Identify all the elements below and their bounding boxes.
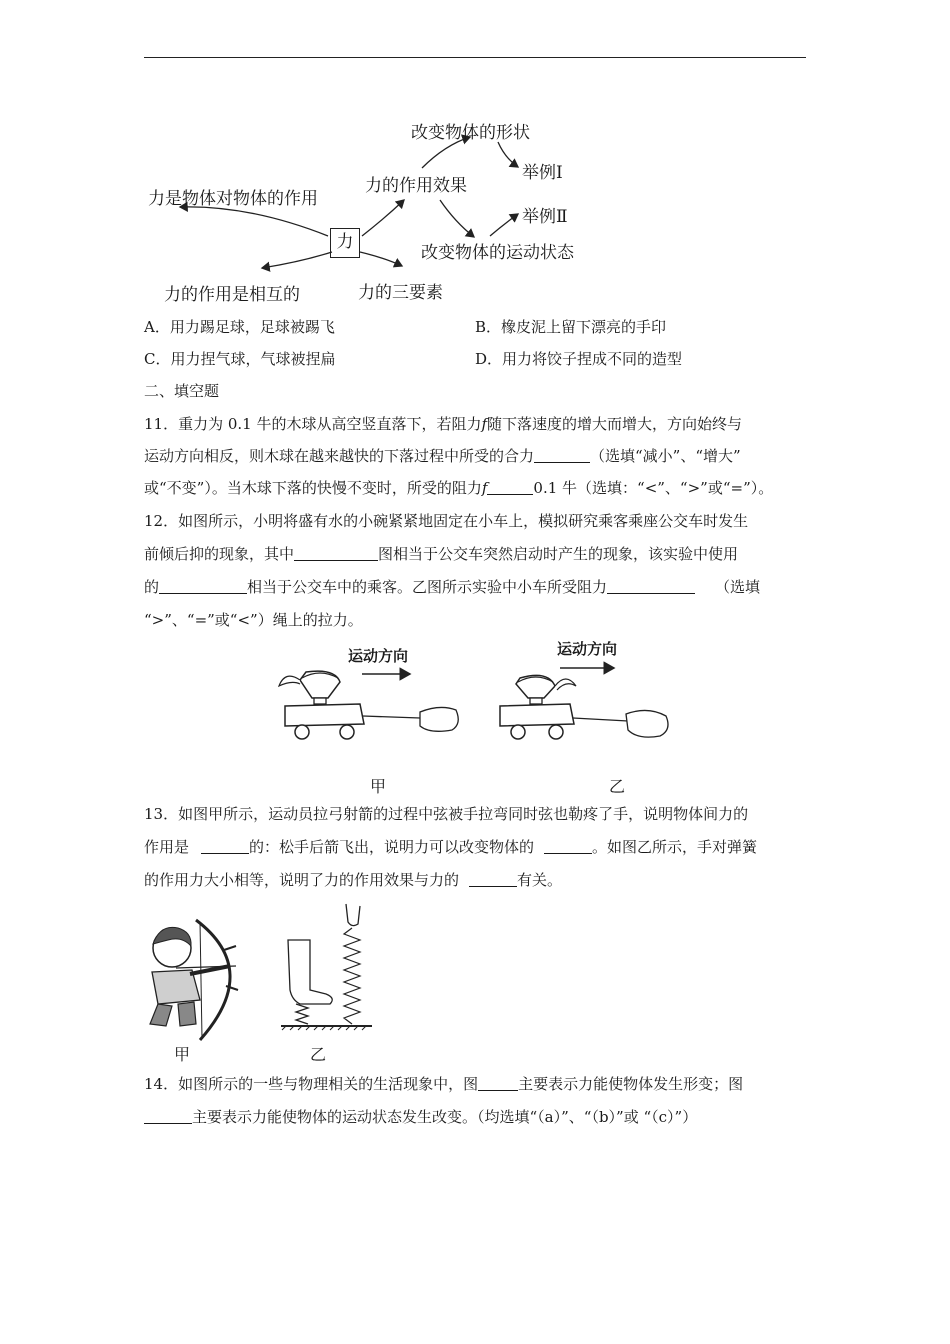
diagram-arrows	[0, 0, 950, 320]
q12-cart-drawings	[0, 600, 950, 760]
q14-text-1b: 主要表示力能使物体发生形变；图	[518, 1075, 744, 1093]
q11-line3	[144, 477, 806, 498]
q11-line1	[144, 413, 806, 434]
diagram-center-box: 力	[330, 228, 360, 258]
q13-text-2b: 的：松手后箭飞出，说明力可以改变物体的	[249, 838, 535, 856]
option-d: D．用力将饺子捏成不同的造型	[475, 350, 683, 368]
option-c: C．用力捏气球，气球被捏扁	[144, 350, 336, 368]
q11-symbol-f2: f	[481, 479, 488, 497]
diagram-example-1: 举例Ⅰ	[522, 163, 563, 183]
diagram-change-shape: 改变物体的形状	[411, 123, 530, 143]
q11-text-1: 11．重力为 0.1 牛的木球从高空竖直落下，若阻力	[144, 415, 482, 433]
q11-text-3a: 或“不变”）。当木球下落的快慢不变时，所受的阻力	[144, 479, 482, 497]
q13-line2	[144, 836, 806, 857]
q13-caption-right: 乙	[310, 1045, 327, 1064]
q12-direction-label-left: 运动方向	[348, 647, 409, 665]
q13-line1: 13．如图甲所示，运动员拉弓射箭的过程中弦被手拉弯同时弦也勒疼了手，说明物体间力的	[144, 805, 749, 823]
q11-text-2b: （选填“减小”、“增大”	[590, 447, 741, 465]
q14-blank-1[interactable]	[478, 1076, 518, 1091]
q11-line2	[144, 445, 806, 466]
section-title: 二、填空题	[144, 382, 220, 400]
diagram-three-elements: 力的三要素	[358, 283, 443, 303]
q14-text-1a: 14．如图所示的一些与物理相关的生活现象中，图	[144, 1075, 479, 1093]
q12-caption-right: 乙	[609, 777, 626, 796]
q13-caption-left: 甲	[174, 1045, 191, 1064]
q11-text-1b: 随下落速度的增大而增大，方向始终与	[487, 415, 743, 433]
q13-archer-and-spring	[0, 900, 950, 1060]
q13-blank-2[interactable]	[544, 839, 592, 854]
q13-text-2c: 。如图乙所示，手对弹簧	[592, 838, 758, 856]
q12-blank-3[interactable]	[607, 579, 695, 594]
q11-blank-2[interactable]	[487, 480, 533, 495]
q12-text-3b: 相当于公交车中的乘客。乙图所示实验中小车所受阻力	[247, 578, 608, 596]
q14-text-2: 主要表示力能使物体的运动状态发生改变。（均选填“（a）”、“（b）”或 “（c）”）	[192, 1108, 698, 1126]
q12-text-2a: 前倾后抑的现象，其中	[144, 545, 295, 563]
q14-line1	[144, 1073, 806, 1094]
q12-line4: “>”、“=”或“<”）绳上的拉力。	[144, 611, 363, 629]
q11-text-3b: 0.1 牛（选填：“<”、“>”或“=”）。	[533, 479, 774, 497]
q13-line3	[144, 869, 806, 890]
q12-text-3a: 的	[144, 578, 160, 596]
option-a: A．用力踢足球，足球被踢飞	[144, 318, 335, 336]
q12-blank-2[interactable]	[159, 579, 247, 594]
option-b: B．橡皮泥上留下漂亮的手印	[475, 318, 667, 336]
q12-caption-left: 甲	[370, 777, 387, 796]
diagram-left-bottom: 力的作用是相互的	[164, 285, 300, 305]
q12-line1: 12．如图所示，小明将盛有水的小碗紧紧地固定在小车上，模拟研究乘客乘座公交车时发生	[144, 512, 749, 530]
diagram-effect: 力的作用效果	[365, 176, 467, 196]
diagram-left-top: 力是物体对物体的作用	[148, 189, 318, 209]
q13-text-3b: 有关。	[517, 871, 563, 889]
q13-text-3a: 的作用力大小相等，说明了力的作用效果与力的	[144, 871, 460, 889]
q12-line3	[144, 576, 806, 597]
q11-text-2a: 运动方向相反，则木球在越来越快的下落过程中所受的合力	[144, 447, 535, 465]
diagram-change-motion: 改变物体的运动状态	[421, 243, 574, 263]
q12-text-3c: （选填	[715, 578, 761, 596]
q13-text-2a: 作用是	[144, 838, 190, 856]
diagram-example-2: 举例Ⅱ	[522, 207, 568, 227]
q11-blank-1[interactable]	[534, 448, 590, 463]
q12-blank-1[interactable]	[294, 546, 378, 561]
q11-symbol-f: f	[481, 415, 488, 433]
q12-text-2b: 图相当于公交车突然启动时产生的现象，该实验中使用	[378, 545, 739, 563]
q12-line2	[144, 543, 806, 564]
q13-blank-1[interactable]	[201, 839, 249, 854]
q13-blank-3[interactable]	[469, 872, 517, 887]
q14-blank-2[interactable]	[144, 1109, 192, 1124]
q12-direction-label-right: 运动方向	[557, 640, 618, 658]
q14-line2	[144, 1106, 806, 1127]
